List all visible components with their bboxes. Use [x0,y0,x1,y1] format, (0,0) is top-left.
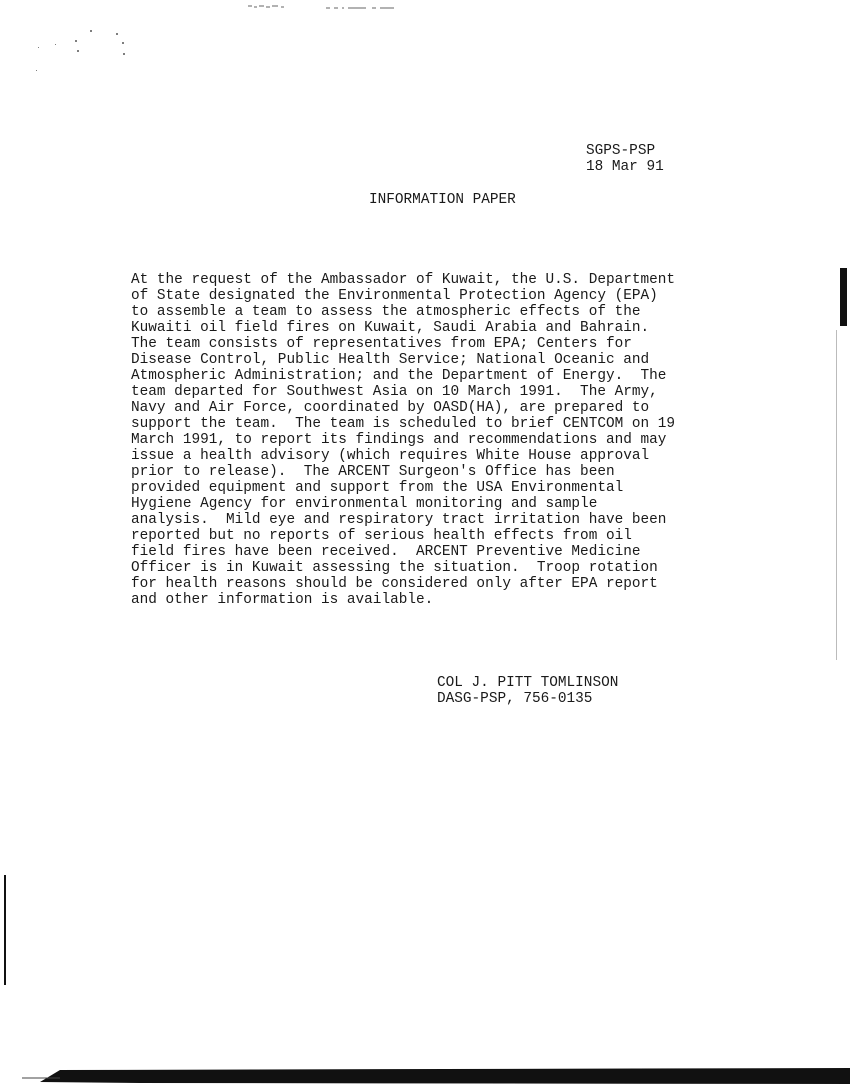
body-line: The team consists of representatives from EPA; Centers for [131,336,632,352]
signature-office: DASG-PSP, 756-0135 [437,691,593,707]
scan-speck [38,47,39,48]
fax-header-artifact [248,3,398,9]
scan-speck [122,42,124,44]
body-line: prior to release). The ARCENT Surgeon's Office has been [131,464,615,480]
scan-speck [36,70,37,71]
body-line: Navy and Air Force, coordinated by OASD(HA), are prepared to [131,400,650,416]
reference-code: SGPS-PSP [586,143,656,159]
body-line: issue a health advisory (which requires White House approval [131,448,650,464]
body-line: Hygiene Agency for environmental monitoring and sample [131,496,598,512]
body-line: field fires have been received. ARCENT Preventive Medicine [131,544,641,560]
body-line: to assemble a team to assess the atmospheric effects of the [131,304,641,320]
body-paragraph [131,272,675,608]
body-line: support the team. The team is scheduled to brief CENTCOM on 19 [131,416,676,432]
scan-speck [75,40,77,42]
body-line: Officer is in Kuwait assessing the situation. Troop rotation [131,560,658,576]
body-line: provided equipment and support from the USA Environmental [131,480,624,496]
body-line: March 1991, to report its findings and recommendations and may [131,432,667,448]
page-title: INFORMATION PAPER [369,192,516,208]
scan-speck [123,53,125,55]
scan-speck [55,44,56,45]
body-line: Atmospheric Administration; and the Department of Energy. The [131,368,667,384]
signature-name: COL J. PITT TOMLINSON [437,675,619,691]
body-line: Disease Control, Public Health Service; National Oceanic and [131,352,650,368]
body-line: analysis. Mild eye and respiratory tract irritation have been [131,512,667,528]
scan-speck [116,33,118,35]
body-line: for health reasons should be considered only after EPA report [131,576,658,592]
body-line: and other information is available. [131,592,434,608]
body-line: of State designated the Environmental Protection Agency (EPA) [131,288,658,304]
body-line: At the request of the Ambassador of Kuwait, the U.S. Department [131,272,676,288]
scan-speck [77,50,79,52]
document-date: 18 Mar 91 [586,159,664,175]
body-line: Kuwaiti oil field fires on Kuwait, Saudi Arabia and Bahrain. [131,320,650,336]
scan-speck [90,30,92,32]
body-line: reported but no reports of serious health effects from oil [131,528,632,544]
bottom-scan-bar [0,1064,850,1092]
body-line: team departed for Southwest Asia on 10 March 1991. The Army, [131,384,658,400]
left-edge-line [4,875,6,985]
right-edge-line [836,330,837,660]
right-edge-mark [840,268,847,326]
